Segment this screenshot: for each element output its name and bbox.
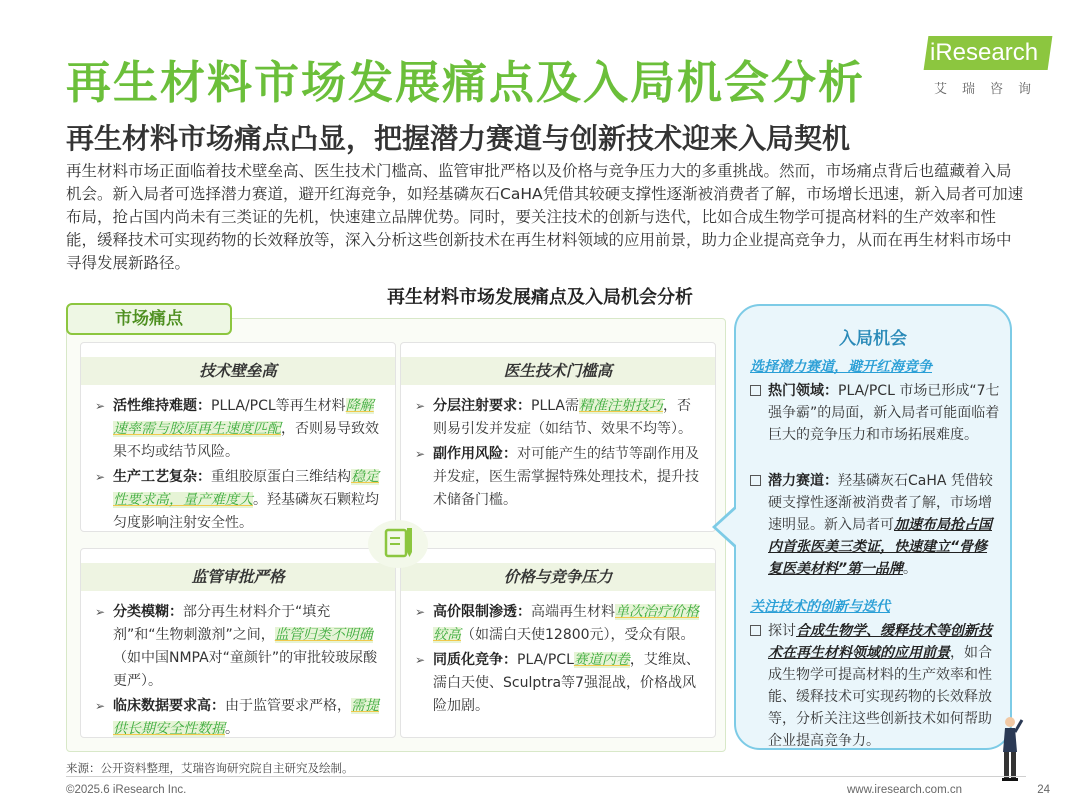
item-text: ，艾维岚、濡白天使、Sculptra等7强混战，价格战风险加剧。 xyxy=(433,652,700,714)
card-heading: 医生技术门槛高 xyxy=(401,357,715,385)
page-title: 再生材料市场发展痛点及入局机会分析 xyxy=(66,56,866,109)
item-text: 由于监管要求严格， xyxy=(225,698,351,714)
item-label: 热门领域： xyxy=(768,383,838,399)
list-item xyxy=(95,395,383,464)
item-emphasis: 合成生物学、缓释技术等创新技术在再生材料领域的应用前景 xyxy=(768,623,992,661)
card-heading: 技术壁垒高 xyxy=(81,357,395,385)
item-text: 高端再生材料 xyxy=(531,604,615,620)
list-item xyxy=(95,601,383,693)
item-text: 羟基磷灰石CaHA 凭借较硬支撑性逐渐被消费者了解，市场增速明显。新入局者可 xyxy=(768,473,993,533)
section-potential-track: 选择潜力赛道，避开红海竞争 xyxy=(750,359,932,375)
item-highlight: 降解速率需与胶原再生速度匹配 xyxy=(113,398,374,437)
checkbox-square-icon xyxy=(750,385,761,396)
item-highlight: 需提供长期安全性数据 xyxy=(113,698,379,737)
page-number: 24 xyxy=(1037,784,1050,796)
item-text: （如濡白天使12800元），受众有限。 xyxy=(461,627,695,643)
item-text: 重组胶原蛋白三维结构 xyxy=(211,469,351,485)
list-item xyxy=(415,443,703,512)
document-pen-icon xyxy=(366,518,430,570)
copyright: ©2025.6 iResearch Inc. xyxy=(66,784,187,796)
card-heading: 价格与竞争压力 xyxy=(401,563,715,591)
card-price-competition xyxy=(400,548,716,738)
card-list xyxy=(95,601,383,743)
item-text: 。 xyxy=(225,721,239,737)
section-tech-innovation: 关注技术的创新与迭代 xyxy=(750,599,890,615)
item-text: 。 xyxy=(903,561,918,577)
card-regulation xyxy=(80,548,396,738)
logo-chinese-name: 艾瑞咨询 xyxy=(934,82,1047,97)
item-emphasis: 加速布局抢占国内首张医美三类证，快速建立“骨修复医美材料”第一品牌 xyxy=(768,517,992,577)
item-text: 探讨 xyxy=(768,623,796,639)
item-label: 高价限制渗透： xyxy=(433,604,531,620)
item-label: 分层注射要求： xyxy=(433,398,531,414)
item-highlight: 监管归类不明确 xyxy=(274,627,373,643)
opportunity-item xyxy=(750,380,1000,446)
list-item xyxy=(95,466,383,535)
card-doctor-threshold xyxy=(400,342,716,532)
card-list xyxy=(415,395,703,514)
item-text: 对可能产生的结节等副作用及并发症，医生需掌握特殊处理技术，提升技术储备门槛。 xyxy=(433,446,699,508)
opportunity-panel xyxy=(734,304,1012,750)
source-note: 来源：公开资料整理，艾瑞咨询研究院自主研究及绘制。 xyxy=(66,761,354,775)
item-highlight: 赛道内卷 xyxy=(573,652,630,668)
pain-points-tag: 市场痛点 xyxy=(66,303,232,335)
list-item xyxy=(95,695,383,741)
item-label: 副作用风险： xyxy=(433,446,517,462)
card-list xyxy=(415,601,703,720)
item-text: （如中国NMPA对“童颜针”的审批较玻尿酸更严）。 xyxy=(113,650,378,689)
card-heading: 监管审批严格 xyxy=(81,563,395,591)
item-text: PLLA需 xyxy=(531,398,579,414)
intro-paragraph: 再生材料市场正面临着技术壁垒高、医生技术门槛高、监管审批严格以及价格与竞争压力大的多重挑战。然而，市场痛点背后也蕴藏着入局机会。新入局者可选择潜力赛道，避开红海竞争，如羟基磷灰石CaHA凭借其较硬支撑性逐渐被消费者了解，市场增长迅速，新入局者可加速布局，抢占国内尚未有三类证的先机，快速建立品牌优势。同时，要关注技术的创新与迭代，比如合成生物学可提高材料的生产效率和性能，缓释技术可实现药物的长效释放等，深入分析这些创新技术在再生材料领域的应用前景，助力企业提高竞争力，从而在再生材料市场中寻得发展新路径。 xyxy=(66,162,1024,272)
card-tech-barrier xyxy=(80,342,396,532)
website-link[interactable]: www.iresearch.com.cn xyxy=(846,784,962,796)
item-text: 。羟基磷灰石颗粒均匀度影响注射安全性。 xyxy=(113,492,379,531)
item-label: 生产工艺复杂： xyxy=(113,469,211,485)
page-subtitle: 再生材料市场痛点凸显，把握潜力赛道与创新技术迎来入局契机 xyxy=(66,122,851,155)
item-text: PLA/PCL 市场已形成“7七强争霸”的局面，新入局者可能面临着巨大的竞争压力和市场拓展难度。 xyxy=(768,383,1000,443)
item-label: 潜力赛道： xyxy=(768,473,838,489)
list-item xyxy=(415,395,703,441)
item-label: 分类模糊： xyxy=(113,604,183,620)
list-item xyxy=(415,601,703,647)
item-label: 同质化竞争： xyxy=(433,652,517,668)
item-label: 临床数据要求高： xyxy=(113,698,225,714)
figure-title: 再生材料市场发展痛点及入局机会分析 xyxy=(387,287,693,308)
checkbox-square-icon xyxy=(750,475,761,486)
card-list xyxy=(95,395,383,537)
item-highlight: 稳定性要求高，量产难度大 xyxy=(113,469,379,508)
panel-pointer-inner xyxy=(716,508,737,546)
item-text: PLA/PCL xyxy=(517,652,574,668)
opportunity-title: 入局机会 xyxy=(839,329,907,349)
opportunity-item xyxy=(750,620,1000,752)
logo-brand: iResearch xyxy=(930,39,1039,66)
iresearch-logo xyxy=(926,36,1056,98)
item-label: 活性维持难题： xyxy=(113,398,211,414)
list-item xyxy=(415,649,703,718)
opportunity-item xyxy=(750,470,1000,580)
item-text: ，否则易导致效果不均或结节风险。 xyxy=(113,421,379,460)
person-illustration xyxy=(995,714,1025,784)
item-text: ，如合成生物学可提高材料的生产效率和性能、缓释技术可实现药物的长效释放等，分析关注这些创新技术如何帮助企业提高竞争力。 xyxy=(768,645,992,749)
item-text: PLLA/PCL等再生材料 xyxy=(211,398,346,414)
item-highlight: 单次治疗价格较高 xyxy=(433,604,699,643)
footer-divider xyxy=(66,776,1026,777)
checkbox-square-icon xyxy=(750,625,761,636)
item-highlight: 精准注射技巧 xyxy=(578,398,663,414)
item-text: ，否则易引发并发症（如结节、效果不均等）。 xyxy=(433,398,692,437)
item-text: 部分再生材料介于“填充剂”和“生物刺激剂”之间， xyxy=(113,604,331,643)
